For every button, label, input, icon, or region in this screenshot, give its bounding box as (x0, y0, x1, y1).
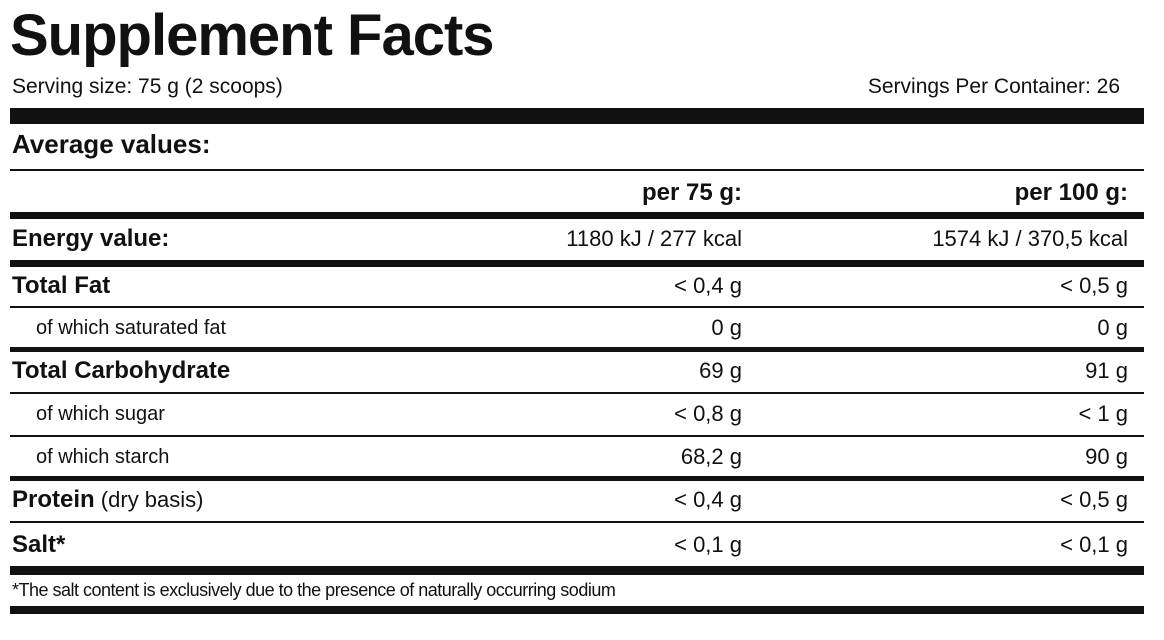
nutrient-row-total-carbohydrate (12, 351, 1132, 391)
nutrient-label: of which starch (36, 446, 170, 468)
servings-per-container: Servings Per Container: 26 (867, 75, 1120, 98)
nutrient-label (12, 480, 203, 520)
value-per-100: < 0,1 g (1060, 532, 1128, 557)
value-per-100: 1574 kJ / 370,5 kcal (932, 226, 1128, 251)
protein-label-suffix: (dry basis) (94, 487, 204, 512)
value-per-100: 90 g (1085, 444, 1128, 469)
value-per-serving: < 0,4 g (674, 273, 742, 298)
divider-thick (10, 212, 1144, 219)
value-per-100: 0 g (1097, 315, 1128, 340)
divider-thick-bottom (10, 606, 1144, 614)
value-per-100: 91 g (1085, 358, 1128, 383)
value-per-100: < 0,5 g (1060, 273, 1128, 298)
value-per-serving: < 0,1 g (674, 532, 742, 557)
page-title: Supplement Facts (10, 3, 494, 68)
serving-size: Serving size: 75 g (2 scoops) (12, 75, 283, 98)
value-per-serving: 0 g (711, 315, 742, 340)
value-per-serving: 68,2 g (680, 444, 742, 469)
divider (10, 169, 1144, 171)
divider (10, 521, 1144, 523)
value-per-serving: < 0,8 g (674, 401, 742, 426)
column-header-per-serving: per 75 g: (641, 179, 742, 206)
divider-thick (10, 566, 1144, 575)
protein-label: Protein (12, 486, 95, 513)
nutrient-row-protein (12, 480, 1132, 520)
nutrient-label: of which sugar (36, 403, 165, 425)
column-header-row (12, 173, 1132, 213)
nutrient-label: of which saturated fat (36, 317, 227, 339)
divider-thick-top (10, 108, 1144, 124)
nutrient-row-starch (12, 437, 1132, 477)
nutrient-row-sugar (12, 394, 1132, 434)
value-per-serving: 1180 kJ / 277 kcal (566, 226, 742, 251)
nutrient-label: Total Carbohydrate (12, 357, 231, 384)
nutrient-row-salt (12, 525, 1132, 565)
nutrient-label: Total Fat (12, 272, 111, 299)
value-per-serving: < 0,4 g (674, 487, 742, 512)
footnote: *The salt content is exclusively due to the presence of naturally occurring sodium (12, 580, 616, 600)
nutrient-label: Salt* (12, 531, 66, 558)
average-values-label: Average values: (12, 129, 211, 159)
column-header-per-100: per 100 g: (1014, 179, 1128, 206)
nutrient-row-energy (12, 219, 1132, 259)
value-per-serving: 69 g (699, 358, 742, 383)
value-per-100: < 1 g (1078, 401, 1128, 426)
nutrient-label: Energy value: (12, 225, 170, 252)
nutrient-row-total-fat (12, 266, 1132, 306)
nutrient-row-saturated-fat (12, 308, 1132, 348)
value-per-100: < 0,5 g (1060, 487, 1128, 512)
